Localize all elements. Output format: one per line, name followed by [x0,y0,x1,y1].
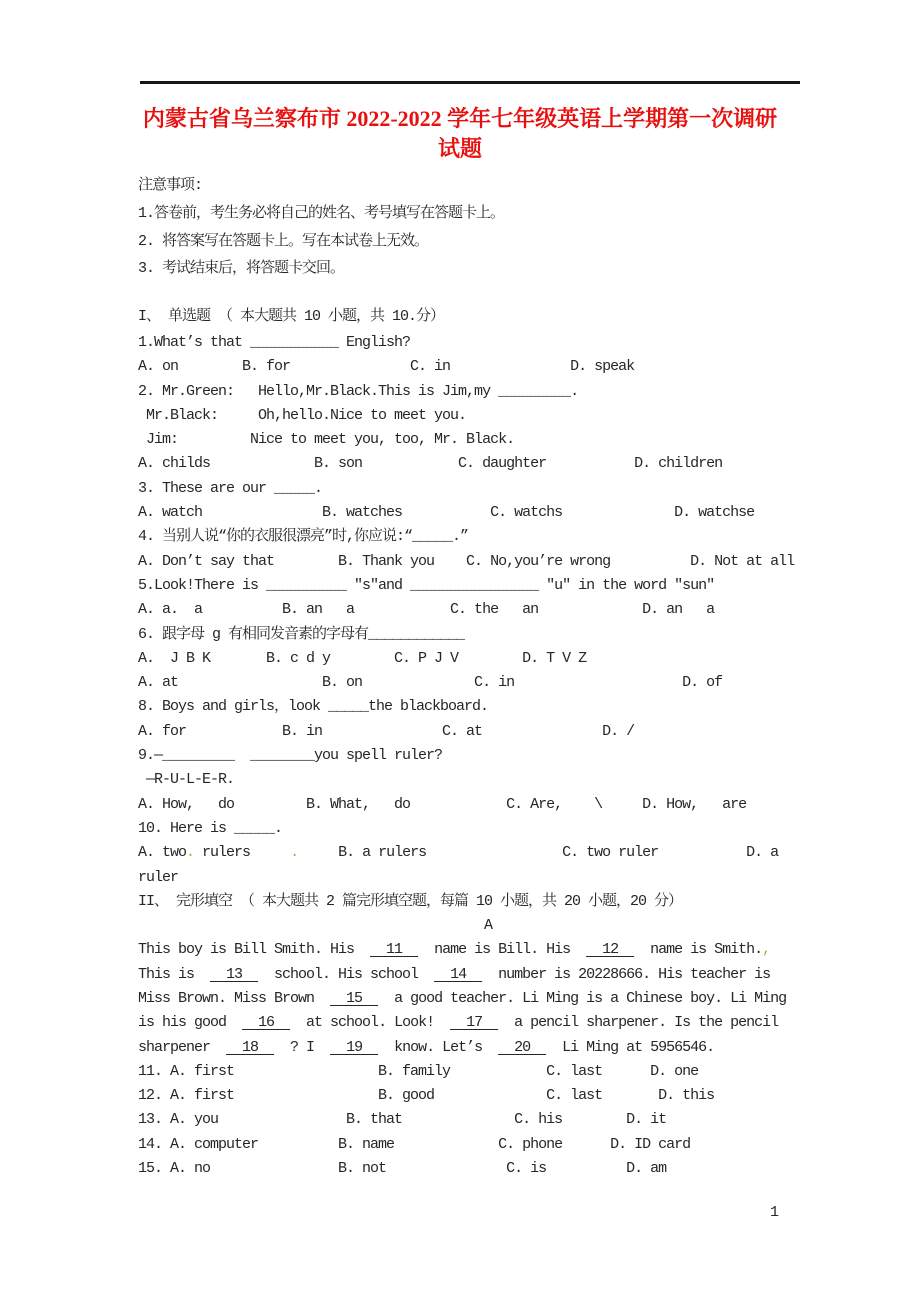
question-1 [138,331,838,355]
question-3 [138,477,838,501]
stray-mark: . [186,844,195,862]
text-segment: number is 20228666. His teacher is [482,965,771,983]
text-segment: 3. 考试结束后，将答题卡交回。 [138,260,345,278]
blank-underline: 13 [210,965,259,983]
question-6 [138,623,838,647]
notice-item-2 [138,228,838,256]
page-number: 1 [770,1204,780,1221]
options-q10 [138,841,838,865]
question-9-line-2 [138,768,838,792]
section-2-heading [138,890,838,914]
options-q13 [138,1108,838,1132]
top-rule-divider [140,81,800,84]
options-q15 [138,1157,838,1181]
text-segment: A. watch B. watches C. watchs D. watchse [138,504,755,522]
text-segment: is his good [138,1014,243,1032]
options-q3 [138,501,838,525]
text-segment: a pencil sharpener. Is the pencil [498,1014,779,1032]
text-segment: A. How, do B. What, do C. Are, \ D. How, are [138,795,747,813]
blank-underline: 19 [330,1038,379,1056]
text-segment: 2. 将答案写在答题卡上。写在本试卷上无效。 [138,232,429,250]
question-8 [138,695,838,719]
spacer [138,283,838,303]
text-segment: —R-U-L-E-R. [138,771,235,789]
notice-item-1 [138,200,838,228]
document-title [115,104,805,164]
text-segment: sharpener [138,1038,227,1056]
text-segment: 1.What’s that ___________ English? [138,333,411,351]
text-segment: B. a rulers C. two ruler D. a [298,844,779,862]
passage-line-3 [138,987,838,1011]
blank-underline: 18 [226,1038,275,1056]
text-segment: II、 完形填空 （ 本大题共 2 篇完形填空题，每篇 10 小题，共 20 小题，20 分） [138,892,683,910]
text-segment: A. a. a B. an a C. the an D. an a [138,601,715,619]
passage-line-2 [138,963,838,987]
text-segment: ruler [138,868,179,886]
text-segment: A. on B. for C. in D. speak [138,358,635,376]
text-segment: A. childs B. son C. daughter D. children [138,455,723,473]
passage-line-5 [138,1036,838,1060]
blank-underline: 20 [498,1038,547,1056]
blank-underline: 11 [370,941,419,959]
options-q4 [138,550,838,574]
question-5 [138,574,838,598]
options-q7 [138,671,838,695]
stray-mark: , [762,941,771,959]
options-q1 [138,355,838,379]
text-segment: 注意事项: [138,177,203,194]
text-segment: A. J B K B. c d y C. P J V D. T V Z [138,649,587,667]
options-q9 [138,793,838,817]
text-segment: 8. Boys and girls，look _____the blackboard. [138,698,489,716]
document-body [138,172,838,1181]
text-segment: Li Ming at 5956546. [546,1038,715,1056]
notice-heading [138,172,838,200]
text-segment: 6. 跟字母 g 有相同发音素的字母有____________ [138,625,465,643]
passage-line-1 [138,938,838,962]
text-segment: 11. A. first B. family C. last D. one [138,1062,699,1080]
text-segment: 9.—_________ ________you spell ruler? [138,747,443,765]
options-q8 [138,720,838,744]
document-title-line-1: 内蒙古省乌兰察布市 2022-2022 学年七年级英语上学期第一次调研 [142,106,778,131]
text-segment: rulers [194,844,291,862]
text-segment: name is Bill. His [418,941,587,959]
blank-underline: 15 [330,990,379,1007]
text-segment: This boy is Bill Smith. His [138,941,371,959]
text-segment: 10. Here is _____. [138,819,283,837]
blank-underline: 12 [586,941,635,959]
text-segment: at school. Look! [290,1014,451,1032]
text-segment: 2. Mr.Green: Hello,Mr.Black.This is Jim,my _________. [138,382,579,400]
question-2-line-3 [138,428,838,452]
passage-line-4 [138,1011,838,1035]
text-segment: 15. A. no B. not C. is D. am [138,1160,667,1178]
options-q6 [138,647,838,671]
text-segment: 3. These are our _____. [138,479,323,497]
text-segment: A. Don’t say that B. Thank you C. No,you’re wrong D. Not at all [138,552,795,570]
text-segment: 5.Look!There is __________ ″s″and ________________ ″u″ in the word ″sun″ [138,576,715,594]
options-q14 [138,1133,838,1157]
options-q2 [138,452,838,476]
blank-underline: 16 [242,1014,291,1032]
text-segment: Miss Brown. Miss Brown [138,990,331,1007]
text-segment: know. Let’s [378,1038,499,1056]
text-segment: a good teacher. Li Ming is a Chinese boy. Li Ming [378,990,787,1007]
options-q10-overflow [138,866,838,890]
text-segment: Mr.Black: Oh,hello.Nice to meet you. [138,406,467,424]
text-segment: ? I [274,1038,331,1056]
blank-underline: 14 [434,965,483,983]
section-1-heading [138,303,838,331]
text-segment: A. for B. in C. at D. / [138,722,635,740]
question-4 [138,525,838,549]
notice-item-3 [138,255,838,283]
text-segment: I、 单选题 （ 本大题共 10 小题，共 10.分） [138,308,445,326]
text-segment: A. two [138,844,187,862]
options-q12 [138,1084,838,1108]
question-2-line-2 [138,404,838,428]
text-segment: 13. A. you B. that C. his D. it [138,1111,667,1129]
text-segment: Jim: Nice to meet you, too, Mr. Black. [138,431,515,449]
text-segment: A [483,917,492,935]
document-title-line-2: 试题 [437,136,482,161]
options-q5 [138,598,838,622]
stray-mark: . [290,844,299,862]
text-segment: 1.答卷前，考生务必将自己的姓名、考号填写在答题卡上。 [138,204,505,222]
question-2 [138,380,838,404]
text-segment: 4. 当别人说“你的衣服很漂亮”时,你应说:“_____.” [138,528,469,546]
text-segment: A. at B. on C. in D. of [138,674,723,692]
question-10 [138,817,838,841]
text-segment: name is Smith. [634,941,763,959]
text-segment: 12. A. first B. good C. last D. this [138,1087,715,1105]
text-segment: school. His school [258,965,435,983]
blank-underline: 17 [450,1014,499,1032]
question-9 [138,744,838,768]
text-segment: 14. A. computer B. name C. phone D. ID card [138,1135,691,1153]
options-q11 [138,1060,838,1084]
text-segment: This is [138,965,211,983]
passage-a-label [138,914,838,938]
